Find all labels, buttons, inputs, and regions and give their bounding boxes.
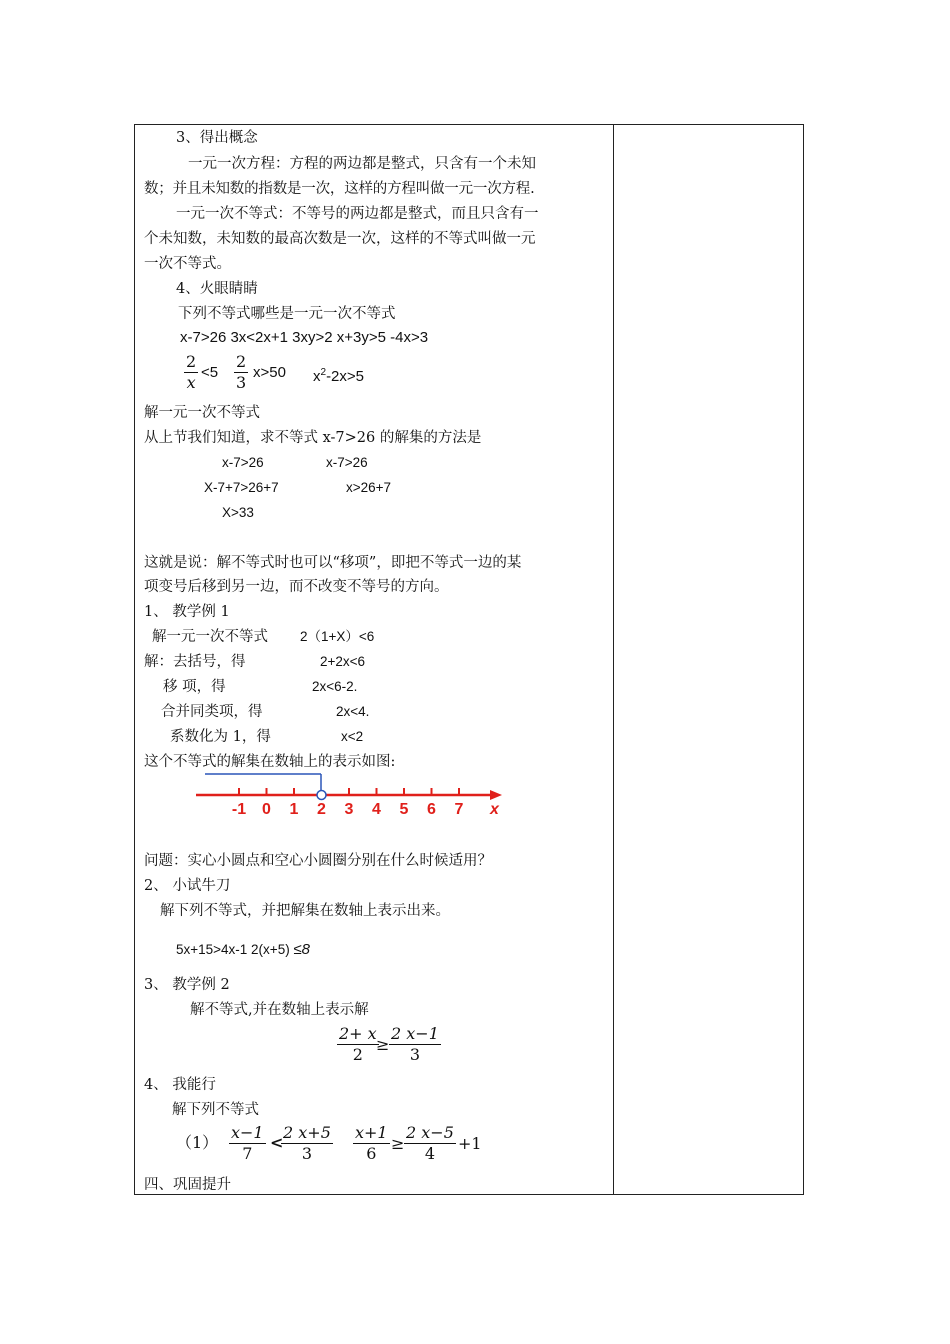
solve-title: 解一元一次不等式 — [144, 405, 260, 421]
definition-inequality-line3: 一次不等式。 — [144, 256, 231, 272]
step-a1: x-7>26 — [222, 455, 264, 470]
example-2-expr-main: 5x+15>4x-1 2(x+5) — [176, 942, 294, 957]
solve-intro: 从上节我们知道，求不等式 x-7>26 的解集的方法是 — [144, 430, 482, 446]
move-term-line2: 项变号后移到另一边，而不改变不等号的方向。 — [144, 579, 449, 595]
squared-rest: -2x>5 — [326, 368, 365, 385]
fraction-denominator: 2 — [337, 1044, 379, 1065]
inequality-rest-1: <5 — [201, 364, 219, 381]
fraction-numerator: 2 x+5 — [283, 1123, 331, 1142]
example-1-step4-label: 系数化为 1，得 — [170, 729, 271, 745]
example-4-fraction-b — [281, 1123, 333, 1164]
fraction-numerator: 2 x−5 — [406, 1123, 454, 1142]
squared-exponent: 2 — [320, 367, 327, 378]
step-b2: x>26+7 — [346, 480, 392, 495]
fraction-numerator: 2 — [186, 352, 197, 371]
tick-label: 4 — [372, 801, 381, 818]
example-4-label: （1） — [176, 1133, 219, 1152]
fraction-denominator: 6 — [353, 1143, 390, 1164]
fraction-denominator: 3 — [389, 1044, 441, 1065]
fraction-denominator: 3 — [281, 1143, 333, 1164]
example-4-fraction-a — [229, 1123, 266, 1164]
example-1-step3-label: 合并同类项，得 — [161, 704, 263, 720]
example-1-step1-label: 解：去括号，得 — [144, 654, 246, 670]
example-4-tail: +1 — [458, 1134, 482, 1153]
definition-equation-line2: 数；并且未知数的指数是一次，这样的方程叫做一元一次方程. — [144, 181, 535, 197]
fraction-numerator: 2+ x — [339, 1024, 377, 1043]
example-1-step4-expr: x<2 — [341, 729, 364, 744]
number-line — [190, 770, 510, 820]
example-1-problem-text: 解一元一次不等式 — [152, 629, 268, 645]
example-1-step3-expr: 2x<4. — [336, 704, 370, 719]
tick-label: 6 — [427, 801, 436, 818]
step-a2: X-7+7>26+7 — [204, 480, 279, 495]
example-2-prompt: 解下列不等式，并把解集在数轴上表示出来。 — [160, 903, 450, 919]
example-1-problem-expr: 2（1+X）<6 — [300, 629, 375, 644]
tick-label: 0 — [262, 801, 271, 818]
definition-inequality-line2: 个未知数，未知数的最高次数是一次，这样的不等式叫做一元 — [144, 231, 536, 247]
example-4-title: 4、 我能行 — [144, 1077, 216, 1093]
definition-inequality-line1: 一元一次不等式：不等号的两边都是整式，而且只含有一 — [176, 206, 539, 222]
move-term-line1: 这就是说：解不等式时也可以“移项”，即把不等式一边的某 — [144, 555, 522, 571]
section-consolidate: 四、巩固提升 — [144, 1177, 231, 1193]
open-circle-point — [317, 791, 326, 800]
example-3-title: 3、 教学例 2 — [144, 977, 230, 993]
tick-label: 1 — [289, 801, 299, 818]
fraction-2-over-x — [184, 352, 198, 393]
fraction-2-over-3 — [234, 352, 248, 393]
example-1-step1-expr: 2+2x<6 — [320, 654, 366, 669]
inequality-squared — [313, 363, 364, 387]
example-2-expression — [176, 940, 310, 960]
example-1-step2-label: 移 项，得 — [163, 679, 226, 695]
fraction-denominator: 4 — [404, 1143, 456, 1164]
tick-label: -1 — [231, 801, 247, 818]
example-2-expr-tail: ≤8 — [293, 941, 311, 958]
tick-label: 2 — [317, 801, 326, 818]
section-4-title: 4、火眼睛睛 — [176, 281, 258, 297]
inequality-rest-2: x>50 — [253, 364, 286, 381]
fraction-numerator: 2 x−1 — [391, 1024, 439, 1043]
example-4-operator-2: ≥ — [391, 1134, 405, 1153]
step-b1: x-7>26 — [326, 455, 368, 470]
example-4-fraction-c — [353, 1123, 390, 1164]
example-4-operator-1: < — [270, 1133, 284, 1152]
fraction-numerator: x−1 — [231, 1123, 264, 1142]
example-2-title: 2、 小试牛刀 — [144, 878, 231, 894]
example-4-prompt: 解下列不等式 — [172, 1102, 259, 1118]
fraction-numerator: x+1 — [355, 1123, 388, 1142]
axis-label: x — [490, 801, 499, 818]
fraction-denominator: 7 — [229, 1143, 266, 1164]
tick-label: 5 — [399, 801, 409, 818]
number-line-caption: 这个不等式的解集在数轴上的表示如图: — [144, 754, 396, 770]
inequality-list: x-7>26 3x<2x+1 3xy>2 x+3y>5 -4x>3 — [180, 329, 429, 346]
section-3-title: 3、得出概念 — [176, 130, 258, 146]
definition-equation-line1: 一元一次方程：方程的两边都是整式，只含有一个未知 — [188, 156, 536, 172]
question: 问题：实心小圆点和空心小圆圈分别在什么时候适用？ — [144, 853, 492, 869]
example-3-operator: ≥ — [376, 1035, 390, 1054]
column-divider — [613, 125, 614, 1194]
example-3-right-fraction — [389, 1024, 441, 1065]
squared-base: x — [313, 368, 321, 385]
example-3-prompt: 解不等式,并在数轴上表示解 — [190, 1002, 369, 1018]
fraction-numerator: 2 — [236, 352, 247, 371]
example-3-left-fraction — [337, 1024, 379, 1065]
tick-label: 3 — [344, 801, 354, 818]
fraction-denominator: x — [184, 372, 198, 393]
section-4-prompt: 下列不等式哪些是一元一次不等式 — [178, 306, 396, 322]
example-1-title: 1、 教学例 1 — [144, 604, 230, 620]
tick-label: 7 — [454, 801, 464, 818]
example-1-step2-expr: 2x<6-2. — [312, 679, 358, 694]
fraction-denominator: 3 — [236, 373, 247, 392]
example-4-fraction-d — [404, 1123, 456, 1164]
step-a3: X>33 — [222, 505, 254, 520]
axis-arrowhead — [490, 790, 502, 800]
